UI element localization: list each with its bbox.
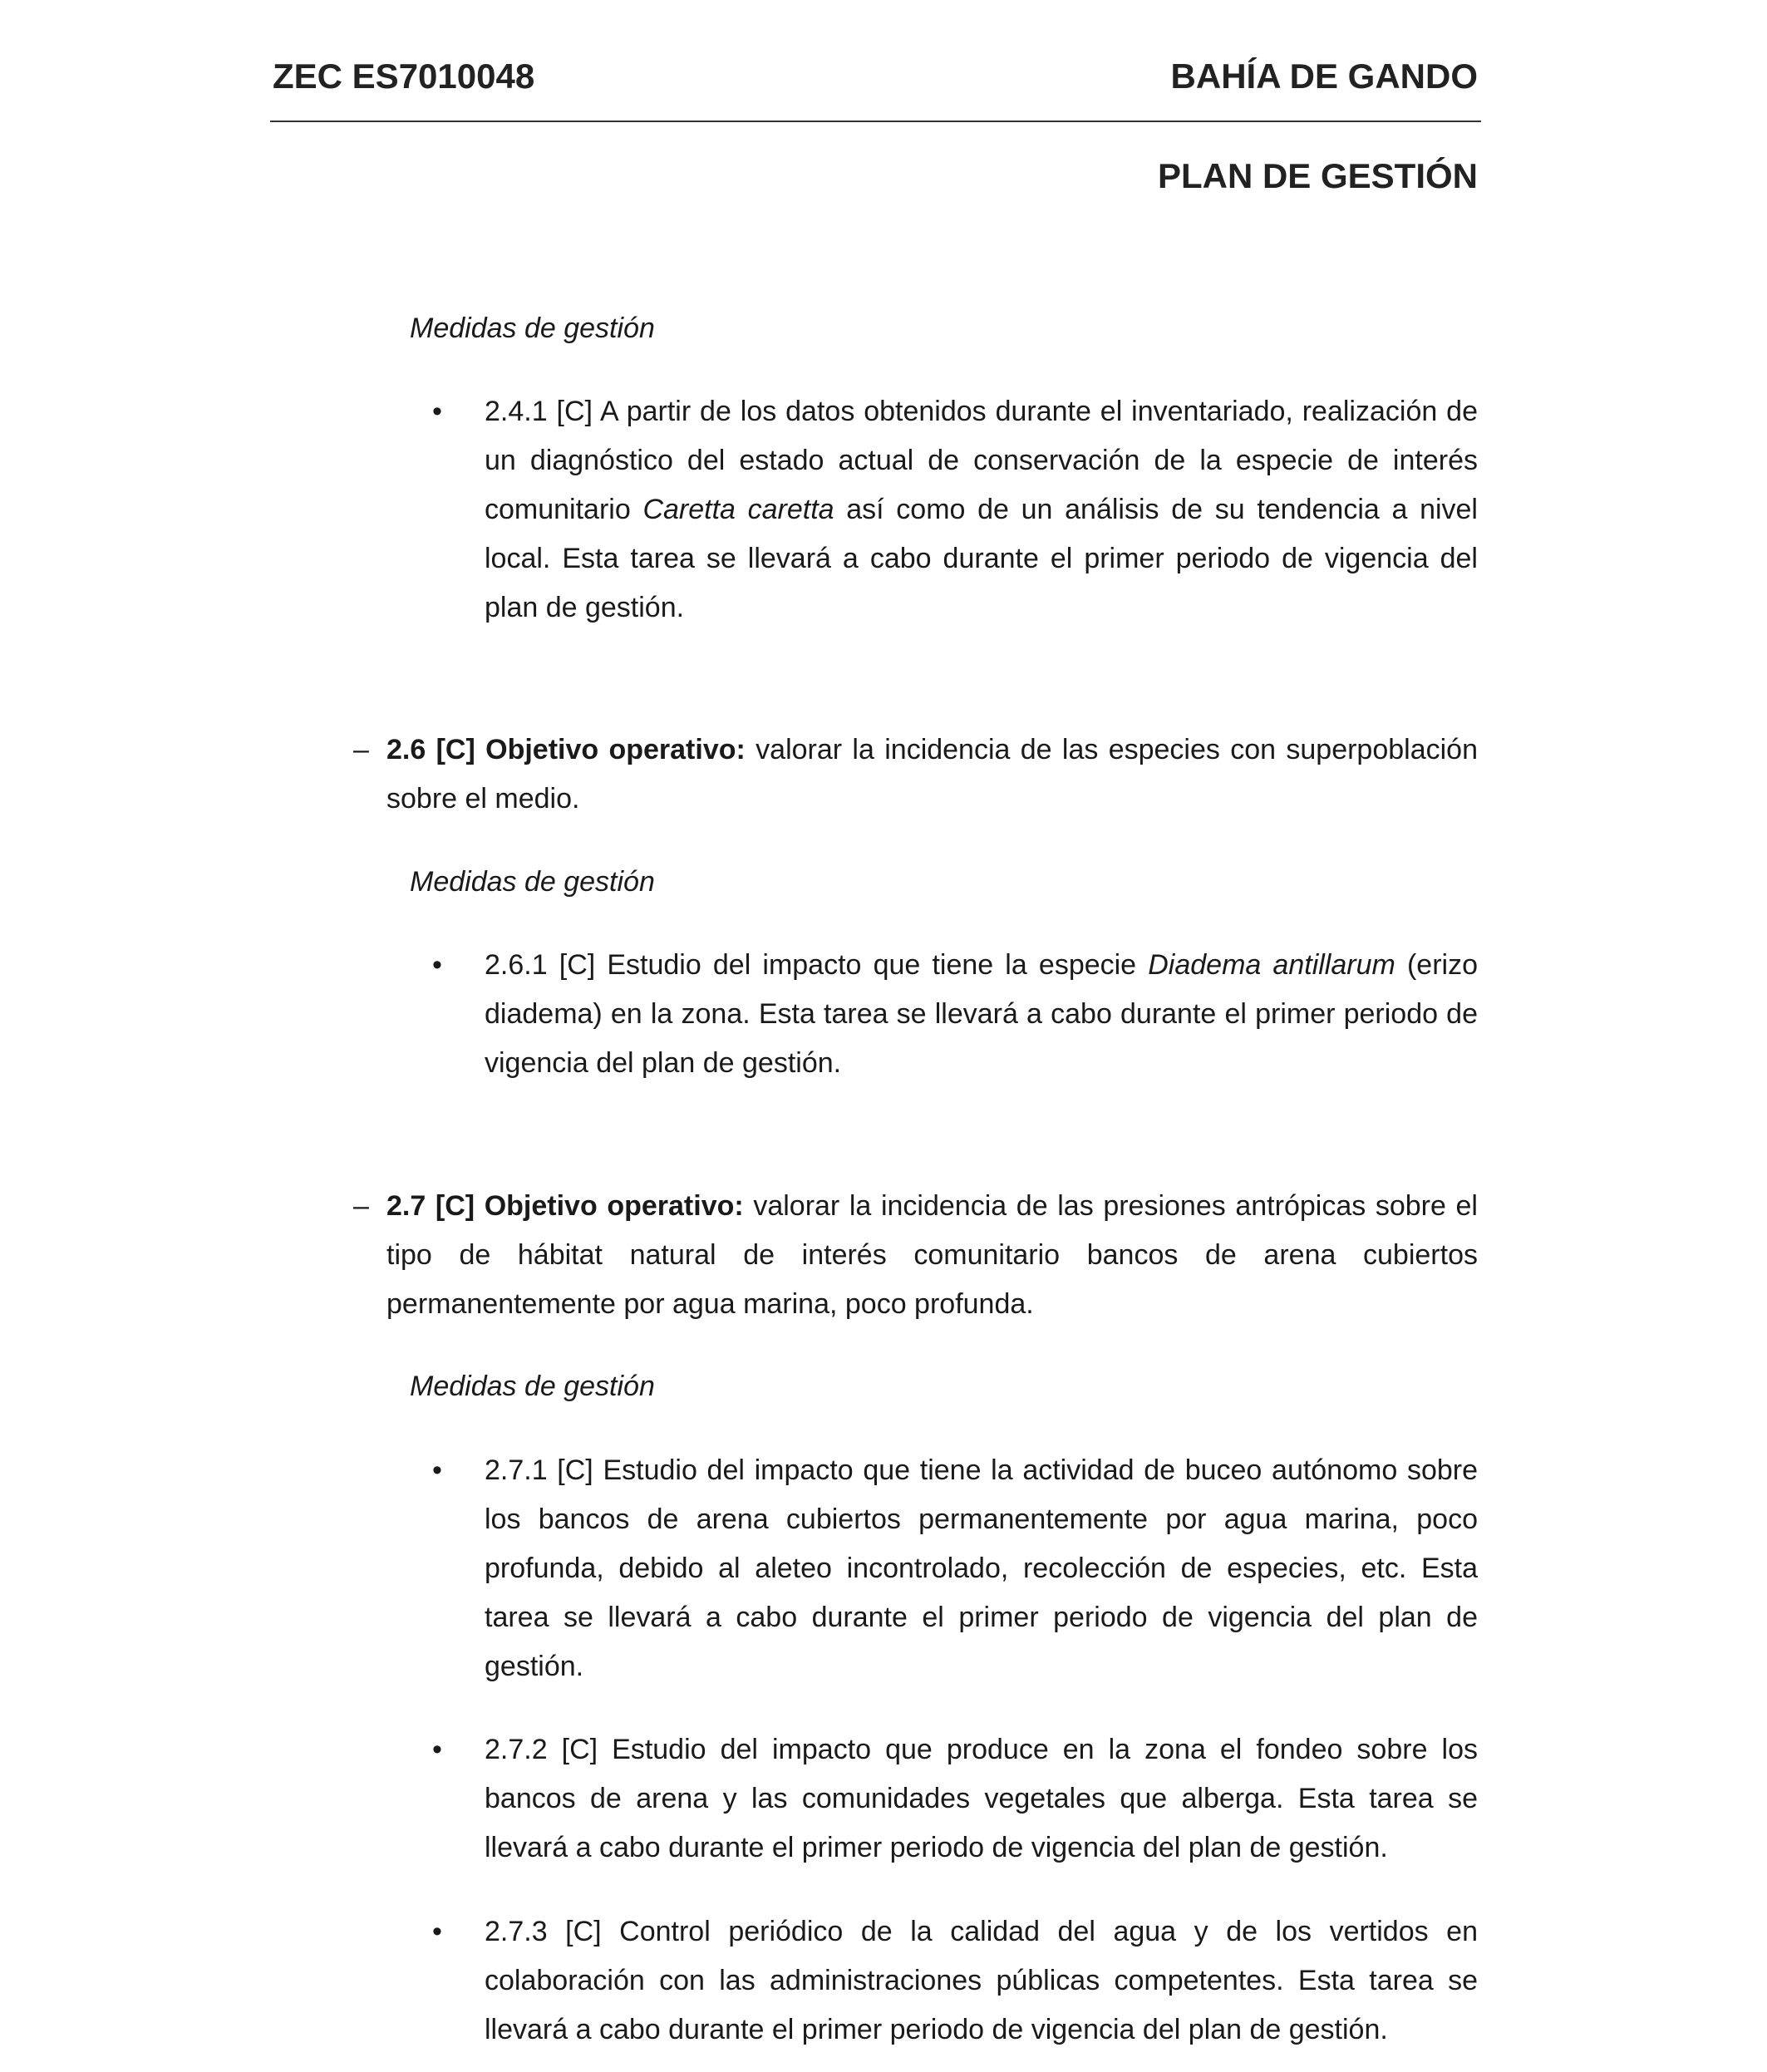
measures-heading: Medidas de gestión — [410, 1371, 655, 1402]
measure-2-7-1: 2.7.1 [C] Estudio del impacto que tiene la actividad de buceo autónomo sobre los bancos de arena cubiertos permanentemente por agua marina, poco profunda, debido al aleteo incontrolado, recolección de especies, etc. Esta tarea se llevará a cabo durante el primer periodo de vigencia del plan de gestión. — [485, 1454, 1478, 1682]
measure-2-6-1 — [485, 941, 1478, 1088]
bullet-icon: • — [432, 949, 442, 981]
measures-heading: Medidas de gestión — [410, 313, 655, 344]
measure-2-4-1 — [485, 387, 1478, 632]
species-name: Diadema antillarum — [1148, 949, 1395, 981]
document-title: PLAN DE GESTIÓN — [1157, 156, 1478, 195]
objective-label: 2.6 [C] Objetivo operativo: — [386, 734, 746, 765]
objective-text: valorar la incidencia de las presiones antrópicas sobre el tipo de hábitat natural de interés comunitario bancos de arena cubiertos permanentemente por agua marina, poco profunda. — [386, 1190, 1478, 1320]
objective-text: valorar la incidencia de las especies con superpoblación sobre el medio. — [386, 734, 1478, 815]
measure-text: así como de un análisis de su tendencia a nivel local. Esta tarea se llevará a cabo durante el primer periodo de vigencia del plan de gestión. — [485, 494, 1478, 623]
measure-2-7-3: 2.7.3 [C] Control periódico de la calidad del agua y de los vertidos en colaboración con las administraciones públicas competentes. Esta tarea se llevará a cabo durante el primer periodo de vigencia del plan de gestión. — [485, 1916, 1478, 2045]
header-site: BAHÍA DE GANDO — [1170, 57, 1478, 96]
measure-text: 2.6.1 [C] Estudio del impacto que tiene la especie — [485, 949, 1149, 981]
measure-text: (erizo diadema) en la zona. Esta tarea se llevará a cabo durante el primer periodo de vigencia del plan de gestión. — [485, 949, 1478, 1079]
measure-2-7-2: 2.7.2 [C] Estudio del impacto que produce en la zona el fondeo sobre los bancos de arena y las comunidades vegetales que alberga. Esta tarea se llevará a cabo durante el primer periodo de vigencia del plan de gestión. — [485, 1734, 1478, 1863]
objective-label: 2.7 [C] Objetivo operativo: — [386, 1190, 744, 1222]
dash-icon: – — [353, 734, 369, 765]
measures-heading: Medidas de gestión — [410, 866, 655, 898]
bullet-icon: • — [432, 1454, 442, 1486]
header-code: ZEC ES7010048 — [273, 57, 535, 96]
measure-text: 2.4.1 [C] A partir de los datos obtenidos durante el inventariado, realización de un diagnóstico del estado actual de conservación de la especie de interés comunitario — [485, 396, 1478, 525]
bullet-icon: • — [432, 396, 442, 427]
bullet-icon: • — [432, 1916, 442, 1947]
dash-icon: – — [353, 1190, 369, 1222]
objective-2-7 — [386, 1182, 1478, 1329]
bullet-icon: • — [432, 1734, 442, 1765]
species-name: Caretta caretta — [642, 494, 834, 525]
objective-2-6 — [386, 726, 1478, 824]
header-divider — [270, 121, 1481, 122]
